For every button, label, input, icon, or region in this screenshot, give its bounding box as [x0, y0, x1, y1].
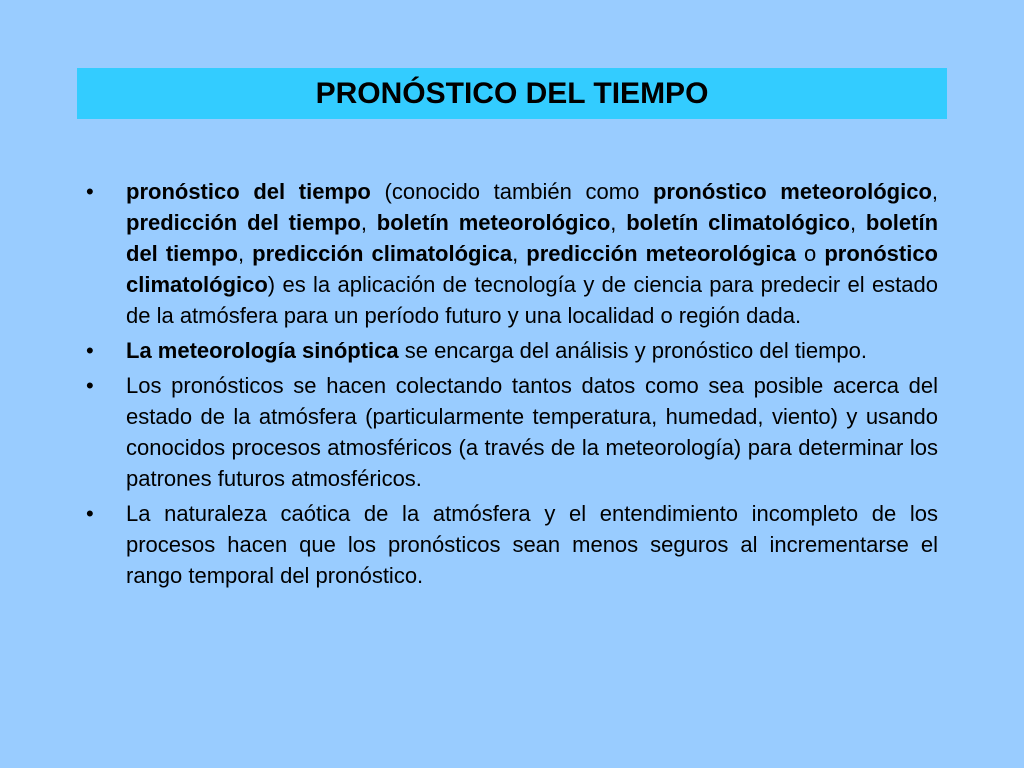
bullet-item: [86, 370, 938, 494]
bullet-text: ,: [610, 210, 627, 235]
bold-term: boletín climatológico: [626, 210, 850, 235]
bullet-text: Los pronósticos se hacen colectando tantos datos como sea posible acerca del estado de la atmósfera (particularmente temperatura, humedad, viento) y usando conocidos procesos atmosféricos (a través de la meteorología) para determinar los patrones futuros atmosféricos.: [126, 373, 938, 491]
bullet-item: [86, 176, 938, 331]
bold-term: predicción meteorológica: [526, 241, 796, 266]
bullet-text: ,: [360, 210, 377, 235]
bullet-marker: •: [86, 373, 94, 398]
bold-term: pronóstico del tiempo: [126, 179, 371, 204]
bullet-text: (conocido también como: [370, 179, 653, 204]
bullet-text: ,: [931, 179, 939, 204]
bullet-text: La naturaleza caótica de la atmósfera y el entendimiento incompleto de los procesos hacen que los pronósticos sean menos seguros al incrementarse el rango temporal del pronóstico.: [126, 501, 938, 588]
bold-term: boletín meteorológico: [376, 210, 611, 235]
bold-term: La meteorología sinóptica: [126, 338, 399, 363]
bullet-marker: •: [86, 501, 94, 526]
bullet-item: [86, 335, 938, 366]
bullet-marker: •: [86, 179, 94, 204]
bullet-text: ,: [237, 241, 253, 266]
bold-term: pronóstico climatológico: [126, 241, 938, 297]
bullet-text: ) es la aplicación de tecnología y de ciencia para predecir el estado de la atmósfera para un período futuro y una localidad o región dada.: [126, 272, 938, 328]
bold-term: predicción del tiempo: [126, 210, 361, 235]
title-banner: [77, 68, 947, 119]
bold-term: boletín del tiempo: [126, 210, 939, 266]
bold-term: predicción climatológica: [252, 241, 513, 266]
slide-title: PRONÓSTICO DEL TIEMPO: [315, 76, 709, 110]
bullet-list: [86, 176, 938, 595]
bullet-text: ,: [512, 241, 527, 266]
bullet-text: o: [795, 241, 825, 266]
bold-term: pronóstico meteorológico: [652, 179, 932, 204]
bullet-item: [86, 498, 938, 591]
bullet-text: ,: [849, 210, 866, 235]
bullet-marker: •: [86, 338, 94, 363]
bullet-text: se encarga del análisis y pronóstico del tiempo.: [398, 338, 867, 363]
